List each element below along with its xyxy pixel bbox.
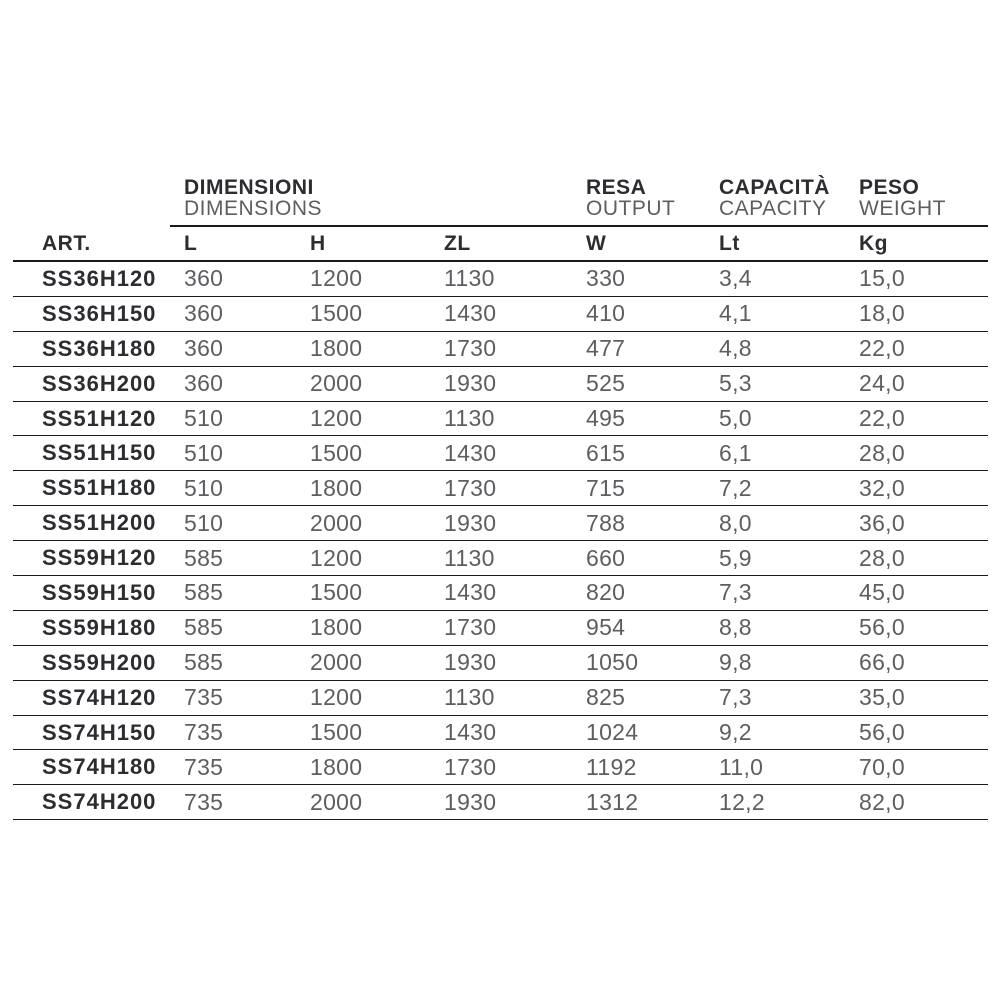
zl-cell: 1130: [444, 544, 495, 571]
output-w-cell: 788: [586, 509, 626, 536]
zl-cell: 1930: [444, 370, 497, 397]
weight-kg-cell: 15,0: [859, 265, 905, 292]
table-row: [13, 436, 988, 471]
zl-cell: 1930: [444, 649, 497, 676]
height-cell: 2000: [310, 788, 363, 815]
weight-kg-cell: 70,0: [859, 753, 905, 780]
capacity-lt-cell: 8,0: [719, 509, 752, 536]
weight-kg-cell: 45,0: [859, 579, 905, 606]
zl-cell: 1730: [444, 614, 497, 641]
art-code-cell: SS74H200: [42, 789, 157, 815]
zl-cell: 1730: [444, 753, 497, 780]
capacity-lt-cell: 12,2: [719, 788, 765, 815]
group-weight-subtitle: WEIGHT: [859, 197, 946, 220]
output-w-cell: 330: [586, 265, 626, 292]
output-w-cell: 825: [586, 684, 626, 711]
col-header-h: H: [310, 231, 326, 255]
length-cell: 735: [184, 753, 224, 780]
output-w-cell: 477: [586, 335, 626, 362]
length-cell: 510: [184, 405, 224, 431]
spec-table: [13, 177, 988, 820]
length-cell: 735: [184, 719, 224, 746]
output-w-cell: 954: [586, 614, 626, 641]
art-code-cell: SS59H150: [42, 579, 157, 605]
weight-kg-cell: 28,0: [859, 544, 905, 571]
output-w-cell: 615: [586, 439, 626, 466]
capacity-lt-cell: 8,8: [719, 614, 752, 641]
length-cell: 735: [184, 788, 224, 815]
col-header-w: W: [586, 231, 607, 255]
col-header-lt: Lt: [719, 231, 740, 255]
zl-cell: 1930: [444, 788, 497, 815]
art-code-cell: SS51H200: [42, 510, 157, 536]
height-cell: 1800: [310, 614, 363, 641]
height-cell: 1500: [310, 439, 363, 466]
weight-kg-cell: 18,0: [859, 300, 905, 327]
weight-kg-cell: 24,0: [859, 370, 905, 397]
height-cell: 1500: [310, 579, 363, 606]
length-cell: 585: [184, 649, 224, 676]
column-group-header-row: [13, 177, 988, 219]
group-capacity-subtitle: CAPACITY: [719, 197, 827, 220]
weight-kg-cell: 56,0: [859, 614, 905, 641]
height-cell: 1800: [310, 753, 363, 780]
capacity-lt-cell: 6,1: [719, 439, 752, 466]
zl-cell: 1130: [444, 405, 495, 431]
height-cell: 2000: [310, 509, 363, 536]
height-cell: 1200: [310, 684, 363, 711]
weight-kg-cell: 56,0: [859, 719, 905, 746]
weight-kg-cell: 28,0: [859, 439, 905, 466]
art-code-cell: SS36H150: [42, 300, 157, 326]
weight-kg-cell: 22,0: [859, 335, 905, 362]
capacity-lt-cell: 9,8: [719, 649, 752, 676]
table-row: [13, 576, 988, 611]
output-w-cell: 660: [586, 544, 626, 571]
capacity-lt-cell: 7,3: [719, 684, 752, 711]
length-cell: 360: [184, 265, 224, 292]
length-cell: 510: [184, 474, 224, 501]
capacity-lt-cell: 4,1: [719, 300, 752, 327]
zl-cell: 1130: [444, 265, 495, 292]
length-cell: 735: [184, 684, 224, 711]
table-row: [13, 750, 988, 785]
table-row: [13, 611, 988, 646]
table-row: [13, 681, 988, 716]
table-row: [13, 402, 988, 437]
output-w-cell: 1050: [586, 649, 639, 676]
output-w-cell: 1312: [586, 788, 639, 815]
group-capacity-title: CAPACITÀ: [719, 176, 830, 199]
art-code-cell: SS36H180: [42, 335, 157, 361]
length-cell: 360: [184, 370, 224, 397]
table-body: [13, 262, 988, 820]
table-row: [13, 785, 988, 820]
art-code-cell: SS59H120: [42, 545, 157, 571]
group-output-subtitle: OUTPUT: [586, 197, 676, 220]
zl-cell: 1430: [444, 719, 497, 746]
group-output: [572, 177, 705, 219]
height-cell: 1200: [310, 405, 363, 431]
weight-kg-cell: 82,0: [859, 788, 905, 815]
zl-cell: 1430: [444, 300, 497, 327]
length-cell: 585: [184, 614, 224, 641]
group-capacity: [705, 177, 845, 219]
capacity-lt-cell: 9,2: [719, 719, 752, 746]
capacity-lt-cell: 5,0: [719, 405, 752, 431]
table-row: [13, 506, 988, 541]
art-code-cell: SS36H200: [42, 370, 157, 396]
capacity-lt-cell: 7,2: [719, 474, 752, 501]
table-row: [13, 541, 988, 576]
art-code-cell: SS74H120: [42, 684, 157, 710]
length-cell: 510: [184, 439, 224, 466]
table-row: [13, 716, 988, 751]
group-weight: [845, 177, 988, 219]
table-row: [13, 297, 988, 332]
art-code-cell: SS74H180: [42, 754, 157, 780]
height-cell: 1200: [310, 544, 363, 571]
height-cell: 2000: [310, 370, 363, 397]
height-cell: 1500: [310, 719, 363, 746]
output-w-cell: 410: [586, 300, 626, 327]
group-dimensions: [170, 177, 572, 219]
length-cell: 585: [184, 579, 224, 606]
height-cell: 1800: [310, 335, 363, 362]
height-cell: 1800: [310, 474, 363, 501]
length-cell: 360: [184, 300, 224, 327]
length-cell: 360: [184, 335, 224, 362]
zl-cell: 1930: [444, 509, 497, 536]
col-header-kg: Kg: [859, 231, 888, 255]
output-w-cell: 820: [586, 579, 626, 606]
art-code-cell: SS74H150: [42, 719, 157, 745]
col-header-l: L: [184, 231, 198, 255]
art-code-cell: SS51H120: [42, 405, 157, 431]
height-cell: 2000: [310, 649, 363, 676]
art-code-cell: SS59H180: [42, 614, 157, 640]
table-row: [13, 332, 988, 367]
art-code-cell: SS51H150: [42, 440, 157, 466]
height-cell: 1200: [310, 265, 363, 292]
weight-kg-cell: 22,0: [859, 405, 905, 431]
col-header-art: ART.: [42, 231, 91, 255]
output-w-cell: 1192: [586, 753, 637, 780]
length-cell: 585: [184, 544, 224, 571]
table-row: [13, 471, 988, 506]
column-header-row: [13, 227, 988, 262]
art-code-cell: SS51H180: [42, 475, 157, 501]
output-w-cell: 715: [586, 474, 626, 501]
capacity-lt-cell: 5,9: [719, 544, 752, 571]
capacity-lt-cell: 11,0: [719, 753, 764, 780]
zl-cell: 1430: [444, 439, 497, 466]
table-row: [13, 262, 988, 297]
art-code-cell: SS36H120: [42, 265, 157, 291]
table-row: [13, 646, 988, 681]
group-dimensions-subtitle: DIMENSIONS: [184, 197, 323, 220]
group-output-title: RESA: [586, 176, 647, 199]
length-cell: 510: [184, 509, 224, 536]
group-spacer: [13, 177, 170, 219]
zl-cell: 1730: [444, 474, 497, 501]
weight-kg-cell: 32,0: [859, 474, 905, 501]
art-code-cell: SS59H200: [42, 649, 157, 675]
table-row: [13, 367, 988, 402]
zl-cell: 1130: [444, 684, 495, 711]
output-w-cell: 1024: [586, 719, 639, 746]
weight-kg-cell: 35,0: [859, 684, 905, 711]
weight-kg-cell: 66,0: [859, 649, 905, 676]
zl-cell: 1430: [444, 579, 497, 606]
group-weight-title: PESO: [859, 176, 920, 199]
zl-cell: 1730: [444, 335, 497, 362]
capacity-lt-cell: 7,3: [719, 579, 752, 606]
capacity-lt-cell: 4,8: [719, 335, 752, 362]
group-dimensions-title: DIMENSIONI: [184, 176, 314, 199]
output-w-cell: 495: [586, 405, 626, 431]
capacity-lt-cell: 3,4: [719, 265, 752, 292]
weight-kg-cell: 36,0: [859, 509, 905, 536]
capacity-lt-cell: 5,3: [719, 370, 752, 397]
height-cell: 1500: [310, 300, 363, 327]
col-header-zl: ZL: [444, 231, 471, 255]
output-w-cell: 525: [586, 370, 626, 397]
